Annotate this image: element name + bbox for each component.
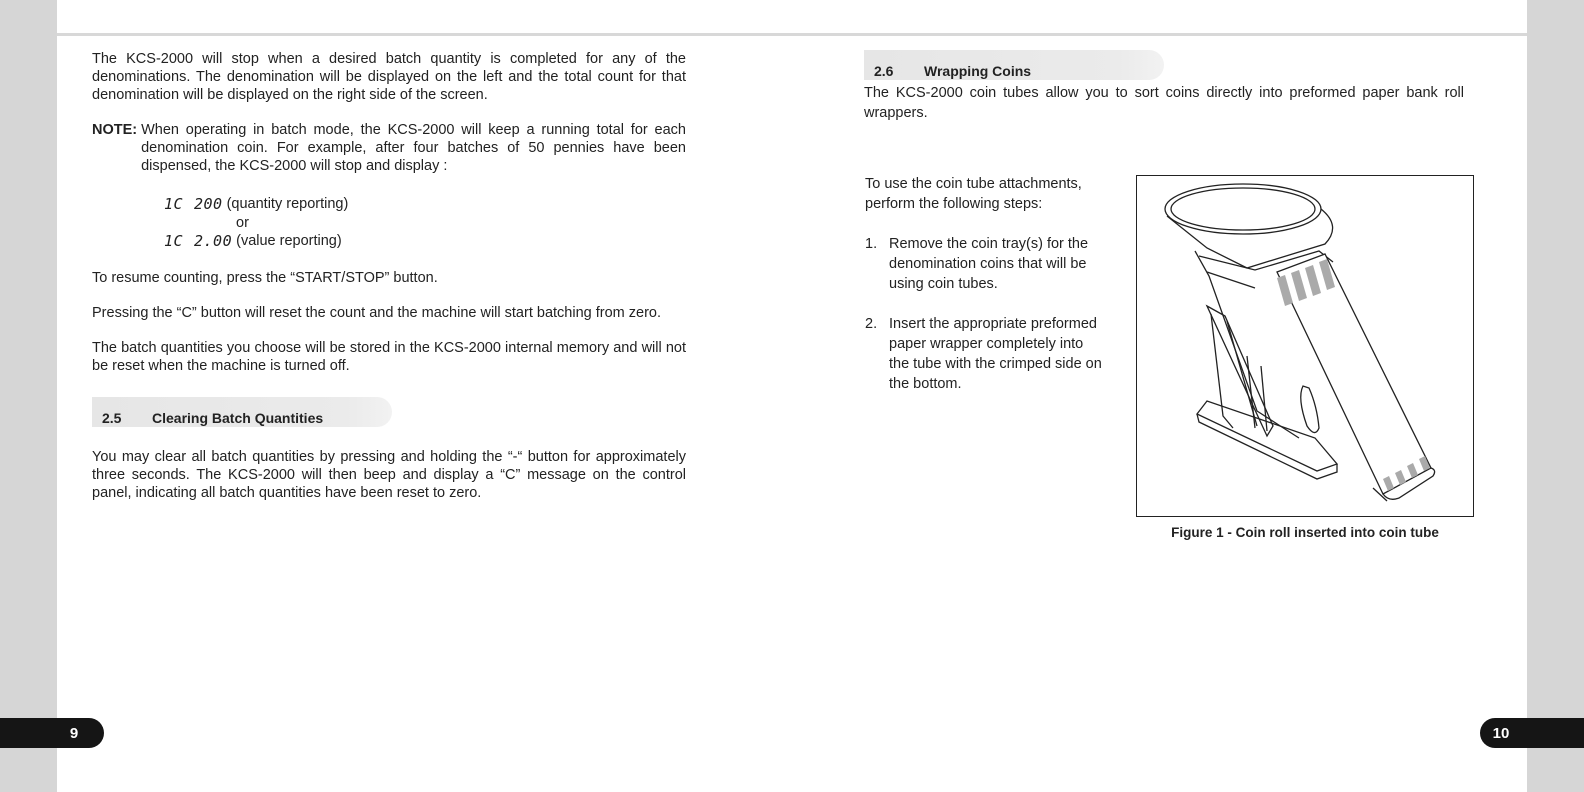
section-heading-2-5	[92, 397, 392, 427]
top-rule	[57, 33, 1527, 36]
page-number-left	[0, 718, 104, 748]
coin-tube-figure	[1136, 175, 1474, 517]
page-number-text: 10	[1492, 724, 1510, 742]
resume-paragraph: To resume counting, press the “START/STOP” button.	[92, 270, 438, 286]
page-number-right	[1480, 718, 1584, 748]
section-number: 2.6	[874, 63, 894, 79]
section-title: Wrapping Coins	[924, 63, 1032, 79]
display-caption: (value reporting)	[236, 233, 342, 249]
batch-stop-paragraph: The KCS-2000 will stop when a desired batch quantity is completed for any of the denominations. The denomination will be displayed on the left and the total count for that denomination will be displayed on the right side of the screen.	[92, 51, 686, 103]
figure-caption: Figure 1 - Coin roll inserted into coin tube	[1171, 525, 1439, 540]
coin-slot	[1301, 386, 1319, 433]
reset-paragraph: Pressing the “C” button will reset the count and the machine will start batching from zero.	[92, 305, 661, 321]
right-page-content	[864, 50, 1464, 123]
section-title: Clearing Batch Quantities	[152, 410, 324, 426]
step-text: Remove the coin tray(s) for the denomination coins that will be using coin tubes.	[889, 236, 1089, 292]
display-line-quantity	[164, 195, 686, 214]
display-caption: (quantity reporting)	[226, 196, 349, 212]
lcd-value: 200	[194, 195, 223, 213]
coin-tube-steps	[865, 174, 1105, 414]
lcd-denomination: 1C	[164, 195, 184, 213]
memory-paragraph: The batch quantities you choose will be stored in the KCS-2000 internal memory and will not be reset when the machine is turned off.	[92, 340, 686, 374]
list-item	[865, 314, 1105, 394]
steps-intro: To use the coin tube attachments, perform the following steps:	[865, 176, 1082, 212]
page-number-text: 9	[69, 724, 79, 742]
funnel-rim	[1165, 184, 1321, 234]
or-separator: or	[236, 215, 249, 231]
list-item	[865, 234, 1105, 294]
left-page-content	[92, 50, 686, 519]
note-block	[92, 121, 686, 175]
clear-batch-paragraph: You may clear all batch quantities by pressing and holding the “-“ button for approximately three seconds. The KCS-2000 will then beep and display a “C” message on the control panel, indicating all batch quantities have been reset to zero.	[92, 449, 686, 501]
wrapping-intro-paragraph: The KCS-2000 coin tubes allow you to sort coins directly into preformed paper bank roll wrappers.	[864, 85, 1464, 121]
step-text: Insert the appropriate preformed paper wrapper completely into the tube with the crimped side on the bottom.	[889, 316, 1102, 392]
step-number: 1.	[865, 236, 878, 252]
steps-list	[865, 234, 1105, 394]
section-heading-2-6	[864, 50, 1164, 80]
note-text: When operating in batch mode, the KCS-2000 will keep a running total for each denomination coin. For example, after four batches of 50 pennies have been dispensed, the KCS-2000 will stop and display :	[141, 122, 686, 174]
display-examples	[164, 195, 686, 251]
lcd-denomination: 1C	[164, 232, 184, 250]
note-label: NOTE:	[92, 122, 138, 138]
coin-tube-illustration	[1137, 176, 1473, 516]
section-number: 2.5	[102, 410, 122, 426]
lcd-value: 2.00	[194, 232, 233, 250]
step-number: 2.	[865, 316, 878, 332]
display-line-value	[164, 232, 686, 251]
